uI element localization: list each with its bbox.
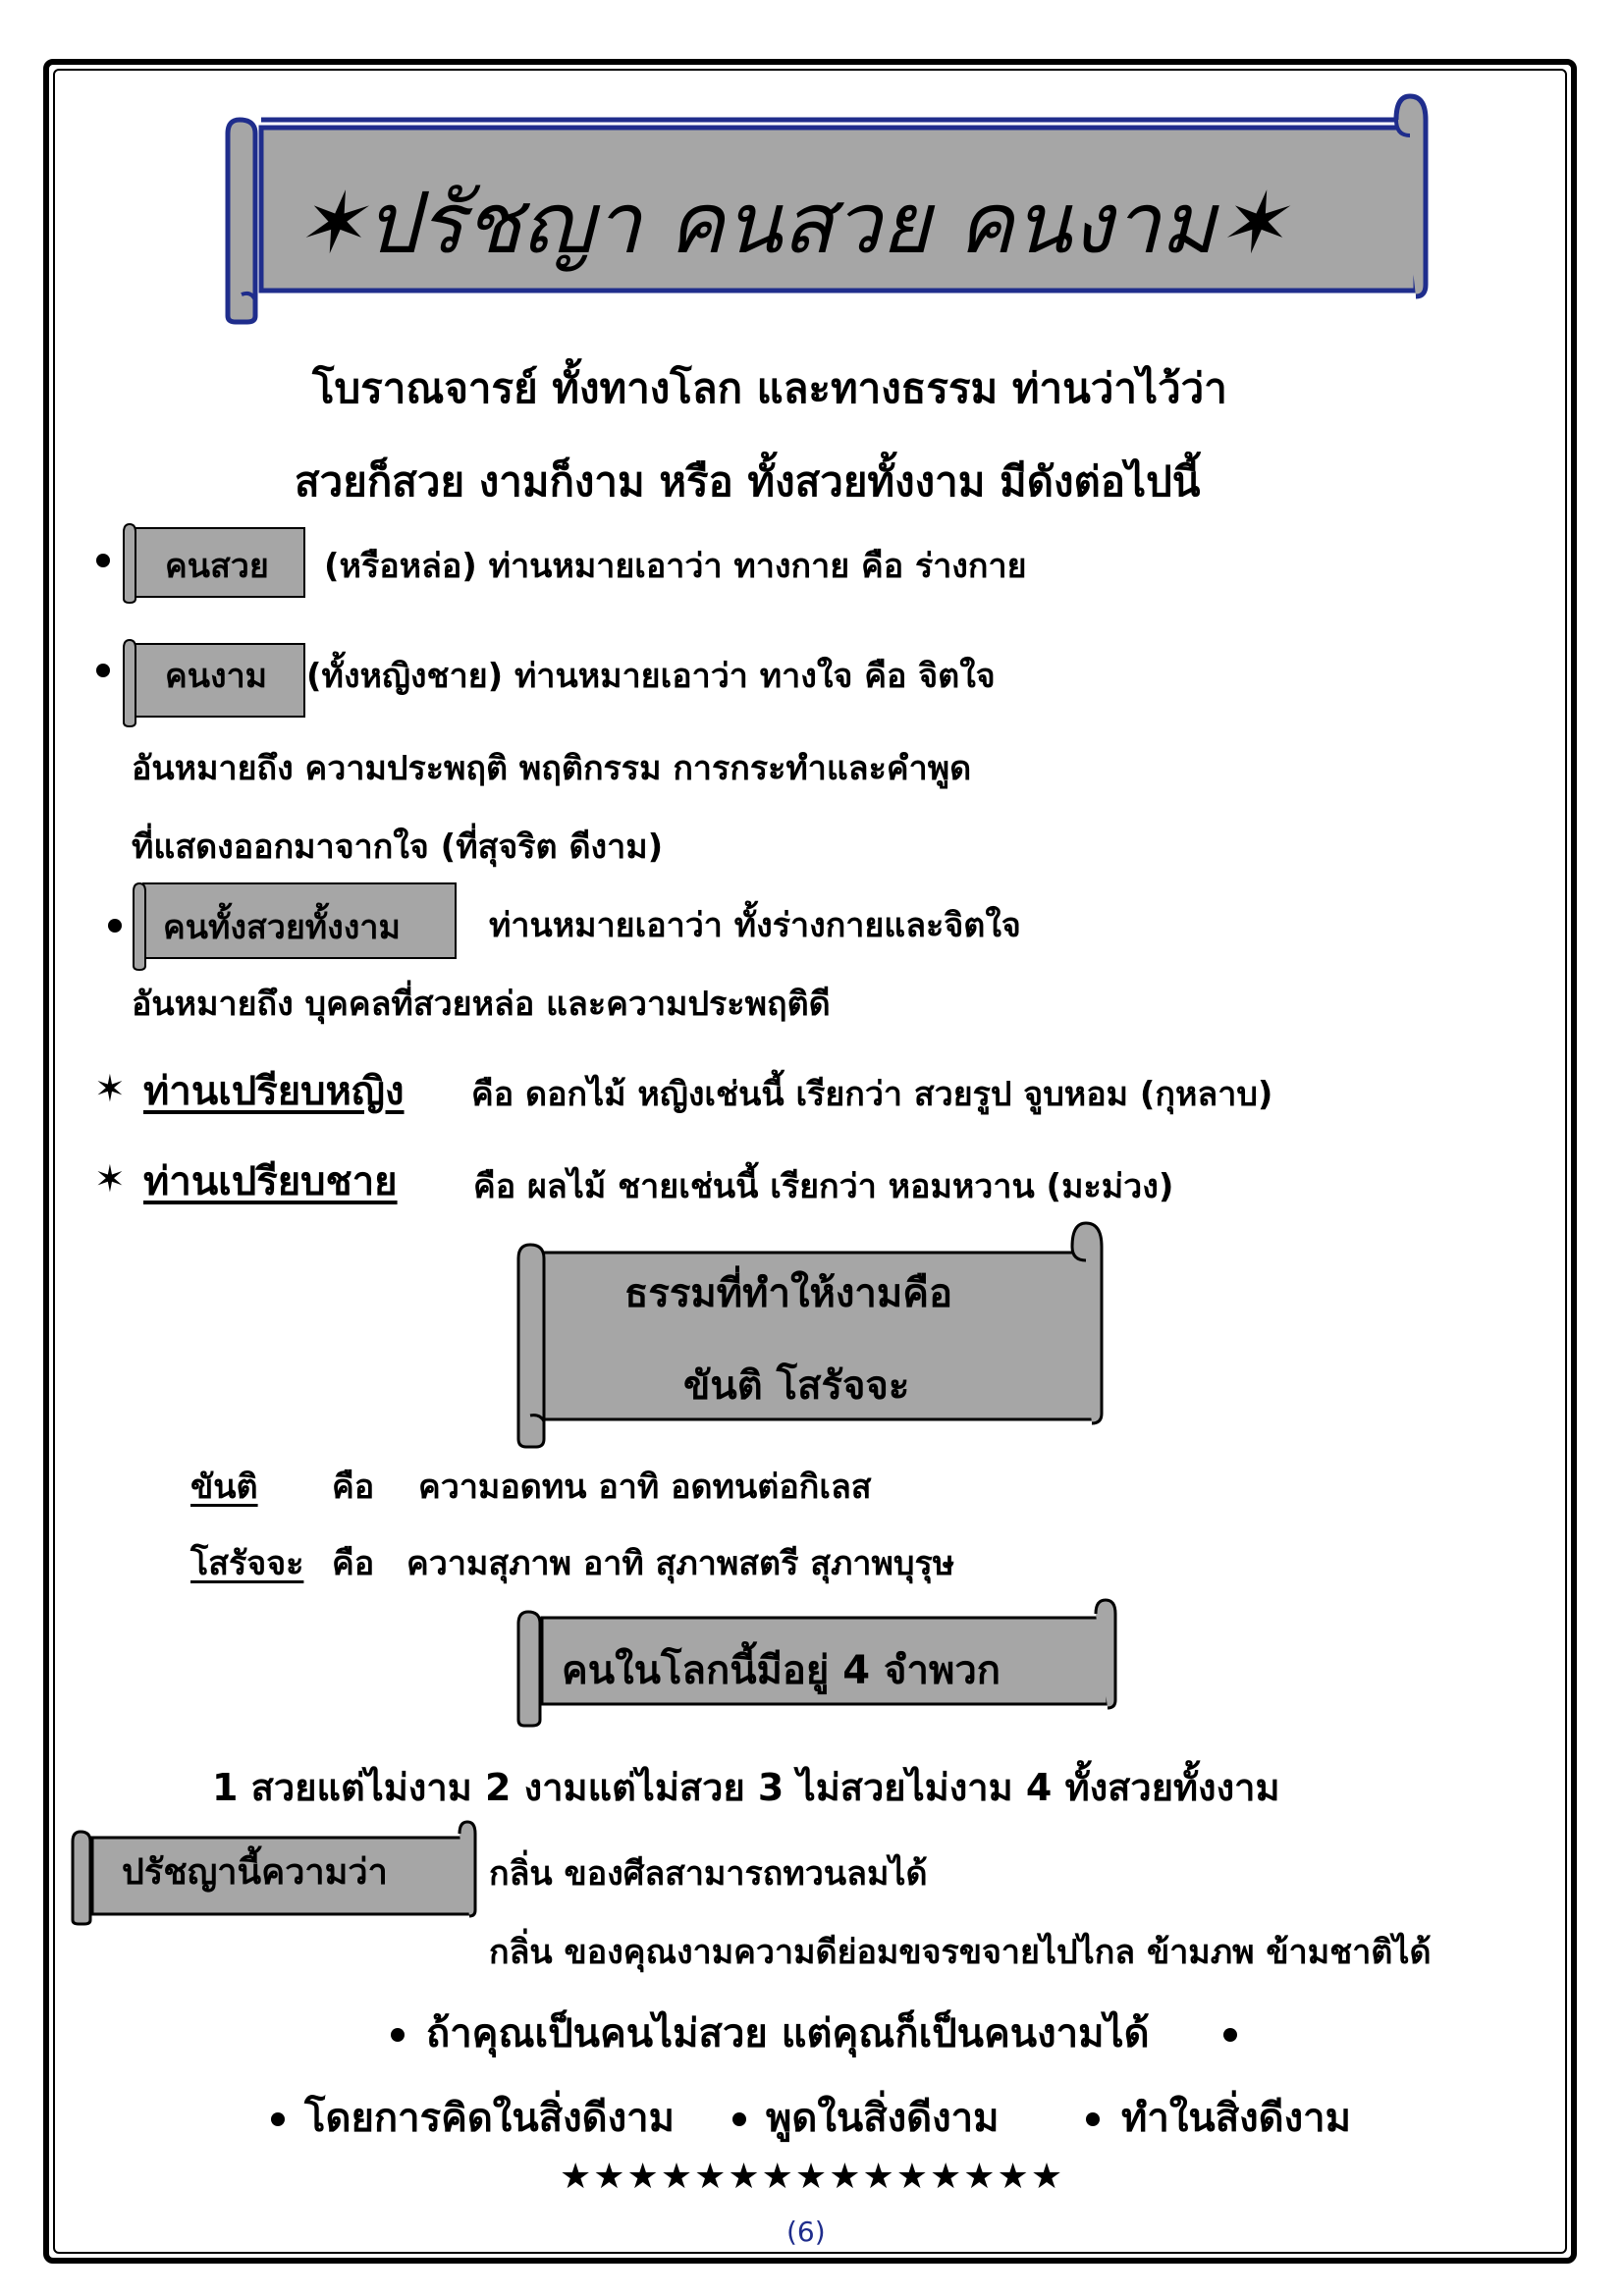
compare-woman-text: คือ ดอกไม้ หญิงเช่นนี้ เรียกว่า สวยรูป จูบหอม (กุหลาบ) [471, 1075, 1273, 1114]
item-3-sub-1: อันหมายถึง บุคคลที่สวยหล่อ และความประพฤติดี [132, 985, 831, 1024]
bullet-icon [1223, 2028, 1237, 2042]
dhamma-banner-line-1: ธรรมที่ทำให้งามคือ [624, 1271, 952, 1316]
compare-woman-heading: ท่านเปรียบหญิง [143, 1069, 405, 1114]
closing-action-speak: พูดในสิ่งดีงาม [766, 2096, 1000, 2141]
label-beautiful: คนสวย [165, 547, 269, 586]
four-types-line: 1 สวยแต่ไม่งาม 2 งามแต่ไม่สวย 3 ไม่สวยไม่งาม 4 ทั้งสวยทั้งงาม [212, 1766, 1280, 1809]
definition-text: ความอดทน อาทิ อดทนต่อกิเลส [418, 1468, 872, 1507]
bullet-icon [96, 554, 110, 567]
bullet-icon [271, 2112, 285, 2126]
dhamma-scroll-banner [513, 1217, 1109, 1453]
definition-sep: คือ [332, 1544, 375, 1583]
page-number: (6) [786, 2216, 826, 2248]
closing-line-1: ถ้าคุณเป็นคนไม่สวย แต่คุณก็เป็นคนงามได้ [426, 2011, 1150, 2056]
compare-man-text: คือ ผลไม้ ชายเช่นนี้ เรียกว่า หอมหวาน (มะม่วง) [473, 1167, 1174, 1206]
bullet-icon [732, 2112, 746, 2126]
bullet-icon [1086, 2112, 1100, 2126]
bullet-icon [108, 919, 122, 933]
star-row: ★★★★★★★★★★★★★★★ [560, 2157, 1065, 2197]
label-good: คนงาม [165, 657, 268, 696]
closing-action-do: ทำในสิ่งดีงาม [1121, 2096, 1351, 2141]
dhamma-banner-line-2: ขันติ โสรัจจะ [683, 1363, 910, 1409]
intro-line-2: สวยก็สวย งามก็งาม หรือ ทั้งสวยทั้งงาม มีดังต่อไปนี้ [295, 457, 1201, 506]
star-icon: ✶ [94, 1067, 126, 1110]
philosophy-line-1: กลิ่น ของศีลสามารถทวนลมได้ [489, 1854, 928, 1894]
item-2-sub-1: อันหมายถึง ความประพฤติ พฤติกรรม การกระทำและคำพูด [132, 749, 972, 788]
definition-text: ความสุภาพ อาทิ สุภาพสตรี สุภาพบุรุษ [406, 1544, 955, 1583]
title-text: ✶ปรัชญา คนสวย คนงาม✶ [295, 175, 1287, 273]
star-icon: ✶ [94, 1157, 126, 1201]
people-banner-text: คนในโลกนี้มีอยู่ 4 จำพวก [562, 1648, 1001, 1693]
bullet-icon [96, 664, 110, 677]
definition-term: ขันติ [190, 1468, 258, 1507]
label-both: คนทั้งสวยทั้งงาม [163, 908, 401, 947]
philosophy-label: ปรัชญานี้ความว่า [122, 1852, 388, 1893]
item-2-text: (ทั้งหญิงชาย) ท่านหมายเอาว่า ทางใจ คือ จิตใจ [306, 657, 996, 696]
closing-action-think: โดยการคิดในสิ่งดีงาม [304, 2096, 675, 2141]
philosophy-line-2: กลิ่น ของคุณงามความดีย่อมขจรขจายไปไกล ข้ามภพ ข้ามชาติได้ [489, 1933, 1432, 1972]
item-1-text: (หรือหล่อ) ท่านหมายเอาว่า ทางกาย คือ ร่างกาย [324, 547, 1027, 586]
definition-sep: คือ [332, 1468, 375, 1507]
item-3-text: ท่านหมายเอาว่า ทั้งร่างกายและจิตใจ [489, 906, 1021, 945]
item-2-sub-2: ที่แสดงออกมาจากใจ (ที่สุจริต ดีงาม) [132, 828, 664, 867]
bullet-icon [391, 2028, 405, 2042]
definition-term: โสรัจจะ [190, 1544, 304, 1583]
compare-man-heading: ท่านเปรียบชาย [143, 1159, 398, 1204]
intro-line-1: โบราณจารย์ ทั้งทางโลก และทางธรรม ท่านว่าไว้ว่า [312, 364, 1227, 412]
